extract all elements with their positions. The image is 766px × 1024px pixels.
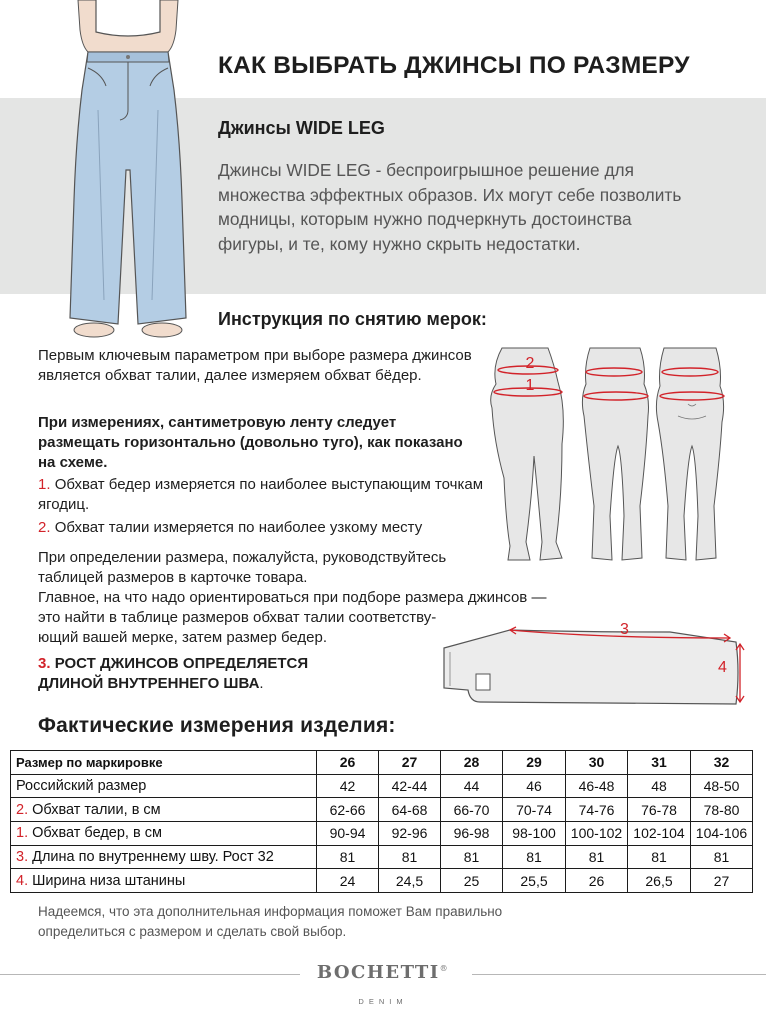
table-cell: 81 (379, 845, 441, 869)
measurements-title: Фактические измерения изделия: (38, 714, 396, 737)
table-cell: 96-98 (441, 822, 503, 846)
row-label: Длина по внутреннему шву. Рост 32 (32, 849, 274, 866)
table-cell: 100-102 (566, 822, 628, 846)
instructions-paragraph-2: При измерениях, сантиметровую ленту следует размещать горизонтально (довольно туго), как показано на схеме. (38, 414, 463, 471)
table-cell: 102-104 (628, 822, 691, 846)
paragraph-line: это найти в таблице размеров обхват талии соответству- (38, 609, 437, 626)
instruction-item-waist (38, 518, 508, 538)
table-row (11, 774, 753, 798)
table-cell: 27 (691, 869, 753, 893)
inseam-marker-label: 3 (620, 621, 629, 638)
table-cell: 24,5 (379, 869, 441, 893)
pants-flat-diagram (440, 612, 752, 712)
table-cell: 78-80 (691, 798, 753, 822)
row-label-cell (11, 798, 317, 822)
table-cell: 70-74 (503, 798, 566, 822)
table-cell: 66-70 (441, 798, 503, 822)
size-header-cell: 30 (566, 751, 628, 775)
item-text: Обхват талии измеряется по наиболее узкому месту (54, 519, 423, 536)
wide-leg-jeans-illustration (58, 0, 198, 345)
instructions-paragraph-1: Первым ключевым параметром при выборе размера джинсов является обхват талии, далее измеряем обхват бёдер. (38, 347, 472, 384)
body-measurement-diagram (482, 346, 732, 568)
item-punctuation: . (259, 675, 264, 692)
row-label: Ширина низа штанины (32, 872, 186, 889)
paragraph-line: Главное, на что надо ориентироваться при подборе размера джинсов — (38, 589, 547, 606)
intro-paragraph: Джинсы WIDE LEG - беспроигрышное решение для множества эффектных образов. Их могут себе позволить модницы, которым нужно подчеркнуть достоинства фигуры, и те, кому нужно скрыть недостатки. (218, 160, 682, 254)
header-label-cell: Размер по маркировке (11, 751, 317, 775)
brand-logo (0, 962, 766, 983)
row-number: 1. (16, 825, 29, 842)
table-cell: 98-100 (503, 822, 566, 846)
table-header-row (11, 751, 753, 775)
table-row (11, 798, 753, 822)
table-cell: 42-44 (379, 774, 441, 798)
table-cell: 46-48 (566, 774, 628, 798)
row-label: Обхват талии, в см (32, 801, 161, 818)
row-label: Обхват бедер, в см (32, 825, 162, 842)
table-cell: 62-66 (317, 798, 379, 822)
brand-name: BOCHETTI (316, 962, 440, 983)
row-label-cell (11, 822, 317, 846)
item-number: 1. (38, 476, 51, 493)
item-number: 3. (38, 655, 51, 672)
table-cell: 48 (628, 774, 691, 798)
row-number: 3. (16, 849, 29, 866)
product-subtitle: Джинсы WIDE LEG (218, 118, 385, 138)
footnote-text: Надеемся, что эта дополнительная информация поможет Вам правильно определиться с размером и сделать свой выбор. (38, 904, 503, 939)
item-text: ДЛИНОЙ ВНУТРЕННЕГО ШВА (38, 675, 260, 692)
table-cell: 26 (566, 869, 628, 893)
size-header-cell: 31 (628, 751, 691, 775)
table-cell: 81 (503, 845, 566, 869)
table-cell: 24 (317, 869, 379, 893)
table-cell: 92-96 (379, 822, 441, 846)
table-cell: 48-50 (691, 774, 753, 798)
size-header-cell: 28 (441, 751, 503, 775)
brand-registered-mark: ® (439, 964, 450, 973)
table-cell: 81 (317, 845, 379, 869)
page-title: КАК ВЫБРАТЬ ДЖИНСЫ ПО РАЗМЕРУ (218, 52, 690, 79)
paragraph-line: При определении размера, пожалуйста, руководствуйтесь (38, 549, 447, 566)
table-cell: 81 (441, 845, 503, 869)
table-cell: 81 (566, 845, 628, 869)
table-cell: 25,5 (503, 869, 566, 893)
table-row (11, 845, 753, 869)
item-number: 2. (38, 519, 51, 536)
table-cell: 74-76 (566, 798, 628, 822)
waist-marker-label: 2 (525, 355, 535, 372)
item-text: РОСТ ДЖИНСОВ ОПРЕДЕЛЯЕТСЯ (54, 655, 309, 672)
table-cell: 81 (628, 845, 691, 869)
row-number: 2. (16, 801, 29, 818)
paragraph-line: таблицей размеров в карточке товара. (38, 569, 308, 586)
hips-marker-label: 1 (525, 377, 535, 394)
size-header-cell: 27 (379, 751, 441, 775)
size-table (10, 750, 753, 893)
instruction-item-hips (38, 475, 498, 515)
size-header-cell: 29 (503, 751, 566, 775)
table-cell: 81 (691, 845, 753, 869)
table-row (11, 869, 753, 893)
row-label: Российский размер (16, 778, 147, 795)
table-cell: 42 (317, 774, 379, 798)
table-cell: 76-78 (628, 798, 691, 822)
hem-marker-label: 4 (718, 659, 727, 676)
row-label-cell (11, 869, 317, 893)
table-cell: 25 (441, 869, 503, 893)
size-header-cell: 32 (691, 751, 753, 775)
table-cell: 104-106 (691, 822, 753, 846)
table-row (11, 822, 753, 846)
table-cell: 46 (503, 774, 566, 798)
table-cell: 44 (441, 774, 503, 798)
paragraph-line: ющий вашей мерке, затем размер бедер. (38, 629, 327, 646)
table-cell: 90-94 (317, 822, 379, 846)
item-text: Обхват бедер измеряется по наиболее выступающим точкам ягодиц. (38, 476, 484, 513)
row-label-cell (11, 845, 317, 869)
instruction-item-inseam (38, 654, 438, 694)
instructions-title: Инструкция по снятию мерок: (218, 309, 487, 329)
row-number: 4. (16, 872, 29, 889)
brand-subtitle: DENIM (358, 997, 408, 1006)
table-cell: 64-68 (379, 798, 441, 822)
row-label-cell (11, 774, 317, 798)
table-cell: 26,5 (628, 869, 691, 893)
size-header-cell: 26 (317, 751, 379, 775)
